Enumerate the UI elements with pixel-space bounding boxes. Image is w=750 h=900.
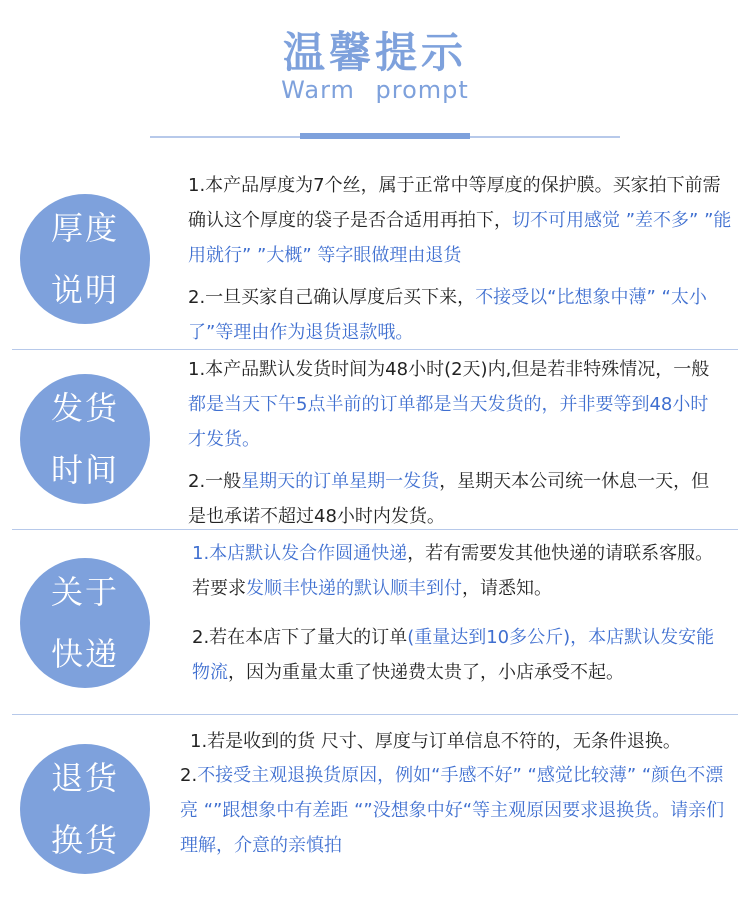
badge-line-2: 说明	[50, 271, 119, 309]
shipping-time-note-1: 1.本产品默认发货时间为48小时(2天)内,但是若非特殊情况，一般都是当天下午5点半前的订单都是当天发货的，并非要等到48小时才发货。	[188, 359, 710, 450]
badge-line-1: 厚度	[50, 209, 119, 247]
courier-note-1: 1.本店默认发合作圆通快递，若有需要发其他快递的请联系客服。若要求发顺丰快递的默认顺丰到付，请悉知。	[192, 543, 714, 599]
courier-note-2: 2.若在本店下了量大的订单(重量达到10多公斤)，本店默认发安能物流，因为重量太重了快递费太贵了，小店承受不起。	[192, 627, 715, 683]
badge-line-1: 关于	[50, 573, 119, 611]
badge-line-1: 退货	[50, 759, 119, 797]
returns-note-1: 1.若是收到的货 尺寸、厚度与订单信息不符的，无条件退换。	[190, 731, 681, 752]
badge-line-2: 快递	[50, 635, 119, 673]
badge-line-1: 发货	[50, 389, 119, 427]
page-title: 温馨提示	[282, 28, 467, 77]
badge-returns	[20, 744, 150, 874]
thickness-note-1: 1.本产品厚度为7个丝，属于正常中等厚度的保护膜。买家拍下前需确认这个厚度的袋子是否合适用再拍下，切不可用感觉 ”差不多” ”能用就行” ”大概” 等字眼做理由退货	[188, 175, 732, 266]
badge-line-2: 时间	[50, 451, 119, 489]
badge-line-2: 换货	[50, 821, 119, 859]
page-subtitle: Warm prompt	[281, 76, 469, 104]
returns-note-2: 2.不接受主观退换货原因，例如“手感不好” “感觉比较薄” “颜色不漂亮 “”跟想象中有差距 “”没想象中好“等主观原因要求退换货。请亲们理解，介意的亲慎拍	[180, 765, 725, 856]
shipping-time-note-2: 2.一般星期天的订单星期一发货，星期天本公司统一休息一天，但是也承诺不超过48小时内发货。	[188, 471, 710, 527]
thickness-note-2: 2.一旦买家自己确认厚度后买下来，不接受以“比想象中薄” “太小了”等理由作为退货退款哦。	[188, 287, 707, 343]
